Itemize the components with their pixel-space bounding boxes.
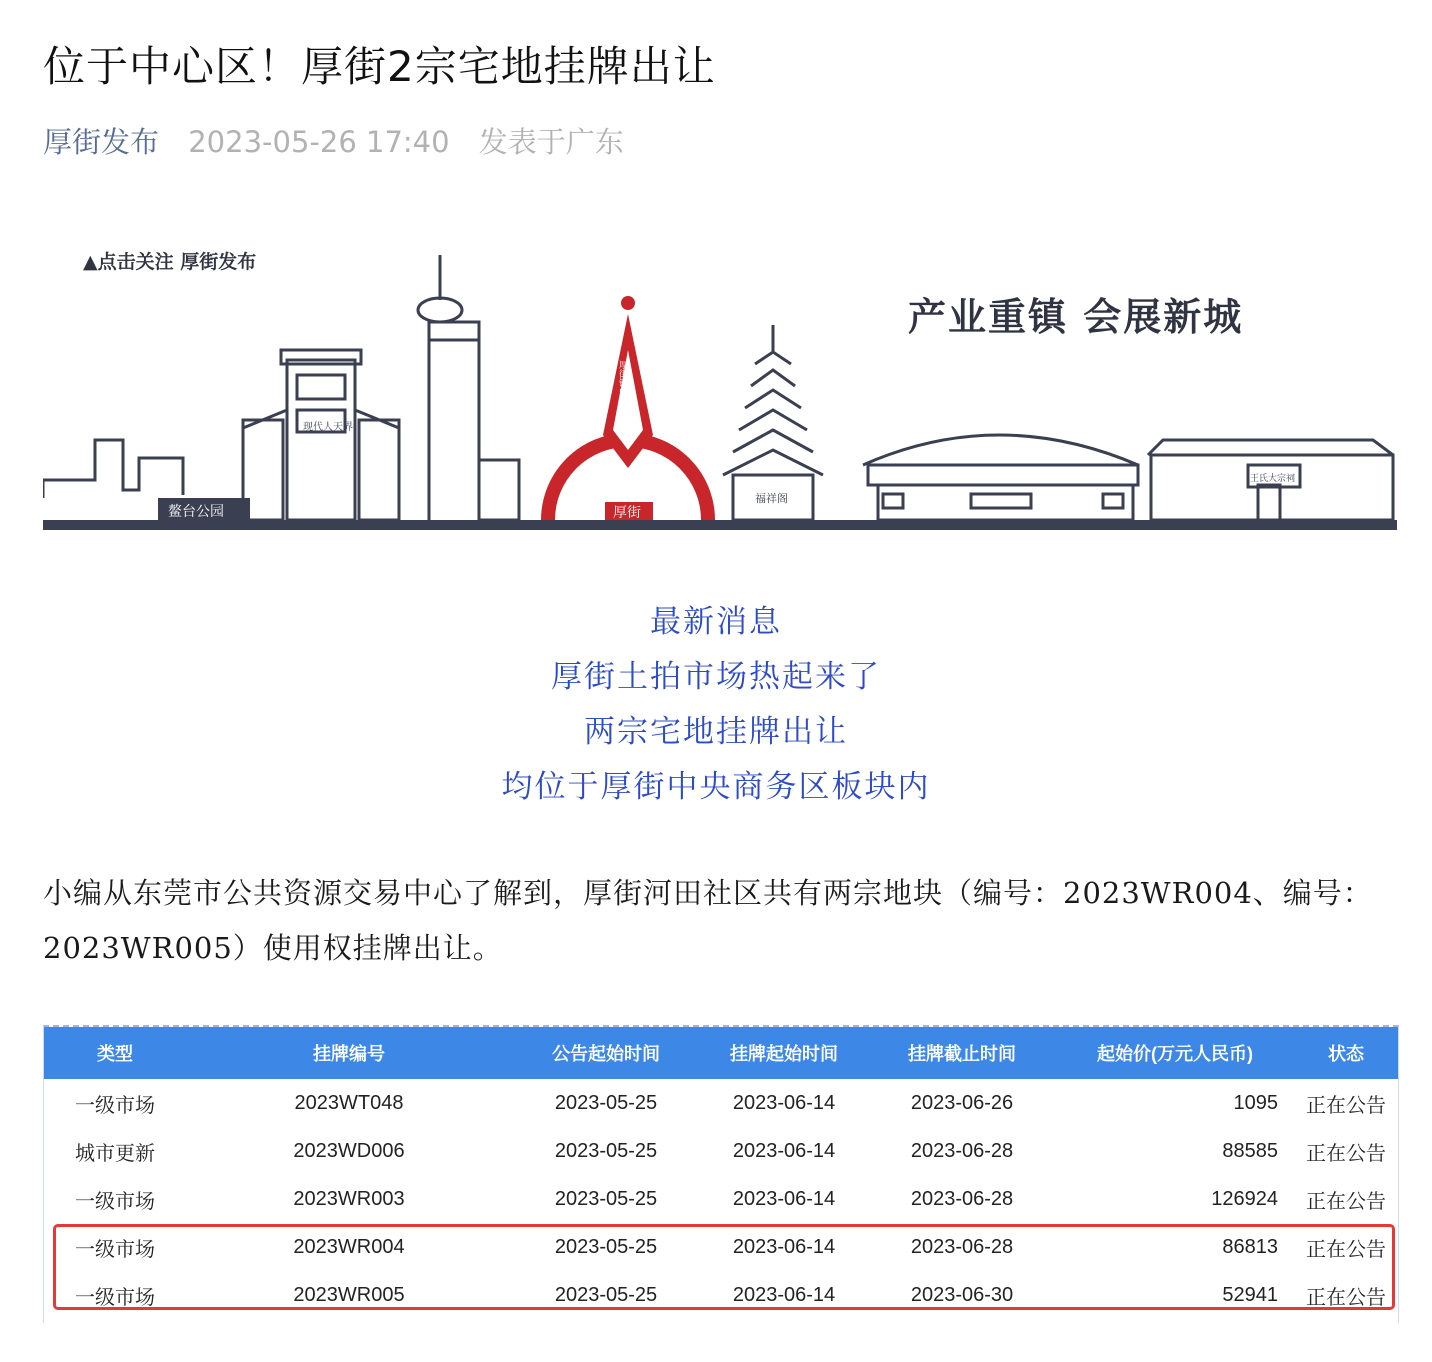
- arch-plaque-text: 现代人天界: [303, 422, 353, 433]
- col-header-code: 挂牌编号: [186, 1027, 512, 1079]
- col-header-status: 状态: [1294, 1027, 1398, 1079]
- cell-code: 2023WT048: [186, 1079, 512, 1127]
- cell-type: 一级市场: [44, 1175, 186, 1223]
- skyline-banner-image: [43, 240, 1397, 532]
- col-header-listing-end: 挂牌截止时间: [868, 1027, 1056, 1079]
- cell-type: 城市更新: [44, 1127, 186, 1175]
- cell-code: 2023WR004: [186, 1223, 512, 1271]
- cell-notice-start: 2023-05-25: [512, 1079, 700, 1127]
- article-title: 位于中心区！厚街2宗宅地挂牌出让: [43, 42, 716, 91]
- table-row: [44, 1079, 1398, 1127]
- cell-price: 1095: [1056, 1079, 1294, 1127]
- cell-listing-start: 2023-06-14: [700, 1079, 868, 1127]
- lead-line: 两宗宅地挂牌出让: [584, 714, 848, 750]
- cell-code: 2023WR003: [186, 1175, 512, 1223]
- table-row-highlighted: [44, 1271, 1398, 1319]
- col-header-notice-start: 公告起始时间: [512, 1027, 700, 1079]
- cell-listing-start: 2023-06-14: [700, 1127, 868, 1175]
- cell-type: 一级市场: [44, 1223, 186, 1271]
- cell-price: 88585: [1056, 1127, 1294, 1175]
- account-name-link[interactable]: 厚街发布: [43, 125, 160, 159]
- cell-listing-end: 2023-06-26: [868, 1079, 1056, 1127]
- lead-line: 厚街土拍市场热起来了: [551, 659, 881, 695]
- cell-listing-end: 2023-06-28: [868, 1175, 1056, 1223]
- cell-listing-start: 2023-06-14: [700, 1175, 868, 1223]
- col-header-price: 起始价(万元人民币): [1056, 1027, 1294, 1079]
- body-paragraph: 小编从东莞市公共资源交易中心了解到，厚街河田社区共有两宗地块（编号：2023WR004、编号：2023WR005）使用权挂牌出让。: [43, 876, 1373, 965]
- table-row-highlighted: [44, 1223, 1398, 1271]
- cell-notice-start: 2023-05-25: [512, 1175, 700, 1223]
- cell-listing-end: 2023-06-28: [868, 1127, 1056, 1175]
- cell-price: 86813: [1056, 1223, 1294, 1271]
- cell-notice-start: 2023-05-25: [512, 1223, 700, 1271]
- cell-listing-end: 2023-06-30: [868, 1271, 1056, 1319]
- cell-status: 正在公告: [1294, 1079, 1398, 1127]
- cell-price: 126924: [1056, 1175, 1294, 1223]
- cell-status: 正在公告: [1294, 1223, 1398, 1271]
- lead-line: 最新消息: [650, 604, 782, 640]
- cell-type: 一级市场: [44, 1079, 186, 1127]
- skyline-illustration: [43, 240, 1397, 532]
- cell-notice-start: 2023-05-25: [512, 1271, 700, 1319]
- cell-notice-start: 2023-05-25: [512, 1127, 700, 1175]
- follow-hint: ▲点击关注 厚街发布: [83, 251, 257, 273]
- publish-time: 2023-05-26 17:40: [188, 125, 450, 159]
- cell-code: 2023WR005: [186, 1271, 512, 1319]
- land-listing-table: [44, 1027, 1398, 1319]
- lead-summary: [0, 595, 1432, 815]
- table-header-row: [44, 1027, 1398, 1079]
- col-header-type: 类型: [44, 1027, 186, 1079]
- lead-line: 均位于厚街中央商务区板块内: [501, 769, 931, 805]
- article-meta: [43, 120, 624, 161]
- cell-code: 2023WD006: [186, 1127, 512, 1175]
- table-row: [44, 1127, 1398, 1175]
- pagoda-plaque-text: 福祥阁: [755, 492, 788, 505]
- cell-price: 52941: [1056, 1271, 1294, 1319]
- cell-type: 一级市场: [44, 1271, 186, 1319]
- publish-location: 发表于广东: [478, 125, 624, 159]
- cell-status: 正在公告: [1294, 1127, 1398, 1175]
- cell-listing-start: 2023-06-14: [700, 1271, 868, 1319]
- cell-status: 正在公告: [1294, 1271, 1398, 1319]
- cell-listing-end: 2023-06-28: [868, 1223, 1056, 1271]
- cell-listing-start: 2023-06-14: [700, 1223, 868, 1271]
- hall-plaque-text: 王氏大宗祠: [1250, 474, 1296, 484]
- col-header-listing-start: 挂牌起始时间: [700, 1027, 868, 1079]
- table-row: [44, 1175, 1398, 1223]
- banner-slogan: 产业重镇 会展新城: [908, 294, 1244, 339]
- listing-table-image: [43, 1025, 1399, 1323]
- cell-status: 正在公告: [1294, 1175, 1398, 1223]
- park-sign-text: 鳌台公园: [168, 504, 224, 520]
- monument-base-text: 厚街: [613, 505, 641, 521]
- monument-vertical-text: 厚街镇中心区: [617, 360, 627, 414]
